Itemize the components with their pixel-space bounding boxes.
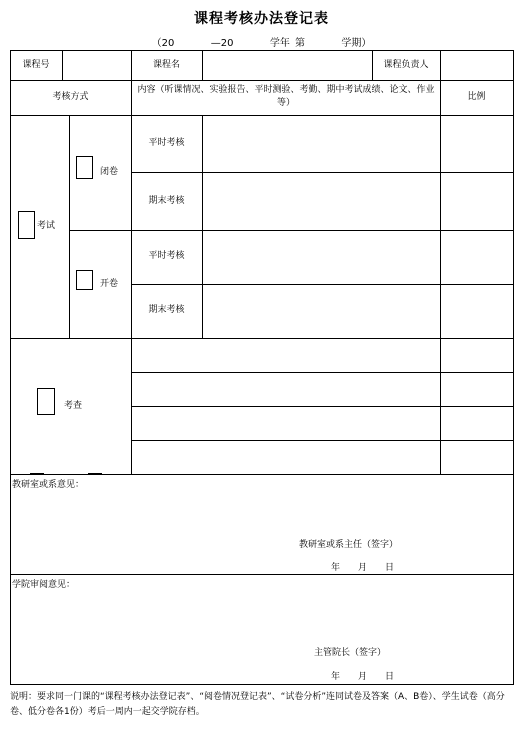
page-title: 课程考核办法登记表: [194, 11, 329, 27]
subtitle-part-2: —20: [210, 38, 234, 49]
footnote: 说明：要求同一门课的“课程考核办法登记表”、“阅卷情况登记表”、“试卷分析”连同试卷及答案（A、B卷）、学生试卷（高分卷、低分卷各1份）考后一周内一起交学院存档。: [10, 692, 505, 717]
usual-assessment-1: 平时考核: [148, 138, 185, 148]
content-label: 内容（听课情况、实验报告、平时测验、考勤、期中考试成绩、论文、作业等）: [137, 85, 435, 108]
course-no-label: 课程号: [22, 60, 50, 70]
ratio-label: 比例: [467, 92, 486, 102]
exam-checkbox[interactable]: [18, 211, 35, 239]
exam-label: 考试: [37, 221, 56, 231]
closed-book-label: 闭卷: [100, 167, 119, 177]
check-label: 考查: [64, 401, 83, 411]
usual-assessment-2: 平时考核: [148, 251, 185, 261]
course-name-label: 课程名: [152, 60, 180, 70]
subtitle-part-4: 学期）: [341, 38, 372, 49]
closed-book-checkbox[interactable]: [76, 156, 93, 179]
college-sign-label: 主管院长（签字）: [314, 648, 387, 658]
open-book-label: 开卷: [100, 279, 119, 289]
dept-sign-label: 教研室或系主任（签字）: [299, 540, 399, 550]
method-label: 考核方式: [52, 92, 89, 102]
final-assessment-2: 期末考核: [148, 305, 185, 315]
check-checkbox[interactable]: [37, 388, 55, 415]
college-opinion-label: 学院审阅意见：: [12, 580, 76, 590]
final-assessment-1: 期末考核: [148, 196, 185, 206]
subtitle-part-3: 学年 第: [269, 38, 306, 49]
open-book-checkbox[interactable]: [76, 270, 93, 290]
college-date-label: 年 月 日: [331, 672, 395, 682]
dept-date-label: 年 月 日: [331, 563, 395, 573]
subtitle-part-1: （20: [151, 38, 175, 49]
term-subtitle: [0, 34, 523, 49]
course-lead-label: 课程负责人: [383, 60, 429, 70]
dept-opinion-label: 教研室或系意见：: [12, 480, 85, 490]
